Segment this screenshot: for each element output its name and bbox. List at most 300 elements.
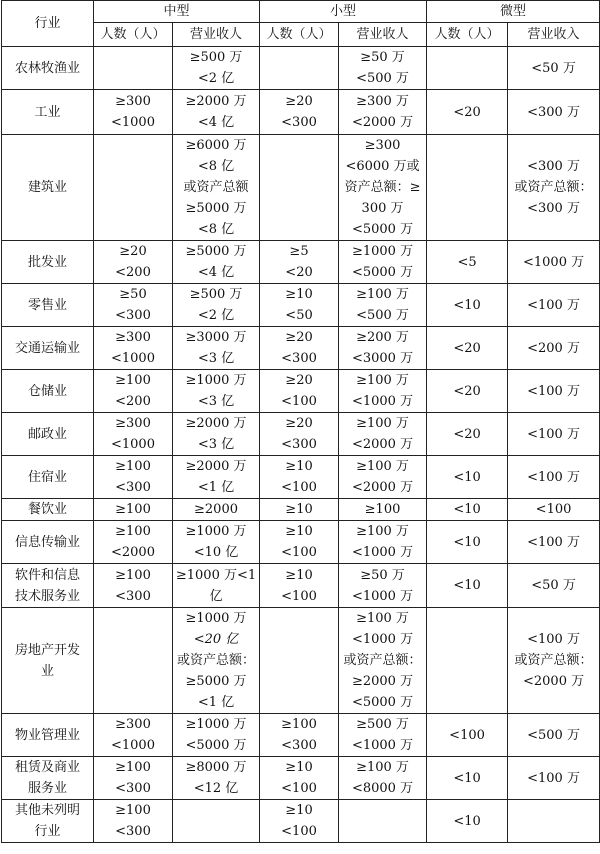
threshold-value: <500 万 bbox=[527, 727, 580, 743]
industry-label: 房地产开发 bbox=[14, 642, 80, 658]
threshold-value: <5000 万 bbox=[351, 695, 414, 710]
threshold-value: ≥20 bbox=[285, 330, 313, 345]
threshold-value: <300 bbox=[281, 437, 317, 452]
threshold-value: <300 bbox=[115, 588, 151, 604]
threshold-value: <500 万 bbox=[356, 308, 409, 323]
industry-label: 技术服务业 bbox=[14, 588, 80, 604]
table-row bbox=[2, 521, 600, 564]
industry-label: 服务业 bbox=[27, 781, 67, 796]
threshold-value: <5000 万 bbox=[185, 738, 247, 753]
threshold-cell bbox=[339, 135, 427, 241]
threshold-value: ≥6000 万 bbox=[185, 138, 247, 153]
threshold-cell bbox=[94, 370, 173, 413]
threshold-cell bbox=[427, 456, 508, 499]
threshold-value: <10 亿 bbox=[193, 545, 239, 560]
threshold-value: ≥20 bbox=[285, 94, 313, 109]
threshold-value: ≥1000 万 bbox=[351, 244, 414, 259]
threshold-cell bbox=[260, 499, 339, 521]
threshold-value: ≥10 bbox=[285, 459, 313, 474]
threshold-value: <8 亿 bbox=[197, 222, 235, 237]
threshold-value: ≥20 bbox=[285, 373, 313, 388]
threshold-value: ≥50 bbox=[119, 287, 147, 302]
industry-label: 工业 bbox=[34, 104, 61, 120]
threshold-cell bbox=[339, 608, 427, 714]
threshold-value: <1000 万 bbox=[351, 632, 414, 647]
table-row bbox=[2, 370, 600, 413]
threshold-value: <5 bbox=[457, 254, 477, 270]
threshold-cell bbox=[427, 413, 508, 456]
threshold-cell bbox=[260, 47, 339, 90]
industry-label: 软件和信息 bbox=[14, 567, 80, 583]
threshold-cell bbox=[94, 284, 173, 327]
table-row bbox=[2, 714, 600, 757]
threshold-value: <200 万 bbox=[527, 340, 580, 356]
threshold-cell bbox=[427, 499, 508, 521]
threshold-value: 资产总额：≥ bbox=[344, 180, 421, 195]
industry-cell bbox=[2, 135, 94, 241]
threshold-value: <2 亿 bbox=[197, 71, 235, 86]
threshold-cell bbox=[94, 714, 173, 757]
industry-label: 仓储业 bbox=[27, 383, 67, 399]
threshold-value: <300 bbox=[115, 480, 151, 495]
threshold-value: <10 bbox=[453, 534, 481, 550]
threshold-value: ≥2000 万 bbox=[351, 674, 414, 689]
threshold-cell bbox=[173, 135, 260, 241]
threshold-value: <2 亿 bbox=[197, 308, 235, 323]
threshold-cell bbox=[94, 521, 173, 564]
threshold-value: ≥1000 万<1 bbox=[175, 567, 257, 583]
header-small: 小型 bbox=[260, 1, 427, 23]
table-row bbox=[2, 608, 600, 714]
threshold-value: <2000 万 bbox=[351, 437, 414, 452]
table-row bbox=[2, 284, 600, 327]
threshold-value: <300 bbox=[281, 115, 317, 130]
header-medium: 中型 bbox=[94, 1, 260, 23]
threshold-value: <1 亿 bbox=[197, 480, 235, 495]
threshold-value: ≥100 bbox=[115, 803, 151, 818]
threshold-value: ≥300 万 bbox=[356, 94, 409, 109]
threshold-value: <1000 万 bbox=[351, 588, 414, 604]
threshold-cell bbox=[173, 757, 260, 800]
threshold-value: ≥300 bbox=[115, 94, 151, 109]
threshold-cell bbox=[508, 47, 600, 90]
industry-label: 租赁及商业 bbox=[14, 760, 80, 775]
threshold-value: <1000 万 bbox=[522, 254, 585, 270]
industry-label: 物业管理业 bbox=[14, 727, 80, 743]
threshold-value: <200 bbox=[115, 265, 151, 280]
threshold-value: <4 亿 bbox=[197, 115, 235, 130]
threshold-cell bbox=[260, 327, 339, 370]
threshold-cell bbox=[339, 241, 427, 284]
threshold-value: <50 万 bbox=[531, 60, 576, 76]
threshold-value: 或资产总额： bbox=[514, 653, 593, 668]
threshold-cell bbox=[173, 284, 260, 327]
threshold-cell bbox=[94, 47, 173, 90]
threshold-cell bbox=[173, 327, 260, 370]
industry-label: 餐饮业 bbox=[27, 502, 67, 517]
threshold-value: <100 万 bbox=[527, 426, 580, 442]
threshold-cell bbox=[173, 413, 260, 456]
threshold-cell bbox=[508, 456, 600, 499]
threshold-value: ≥300 bbox=[364, 138, 401, 153]
industry-label: 业 bbox=[40, 663, 54, 679]
threshold-value: ≥500 万 bbox=[189, 287, 243, 302]
threshold-value: ≥5000 万 bbox=[185, 674, 247, 689]
threshold-value: <10 bbox=[453, 297, 481, 313]
threshold-value: ≥1000 万 bbox=[185, 717, 247, 732]
table-row bbox=[2, 800, 600, 843]
threshold-value: <300 万 bbox=[527, 104, 580, 120]
threshold-value: <10 bbox=[453, 502, 481, 517]
threshold-cell bbox=[173, 241, 260, 284]
threshold-cell bbox=[94, 608, 173, 714]
threshold-cell bbox=[508, 564, 600, 608]
threshold-cell bbox=[260, 757, 339, 800]
threshold-value: ≥100 bbox=[281, 717, 317, 732]
threshold-value: <20 bbox=[453, 340, 481, 356]
threshold-value: ≥20 bbox=[119, 244, 147, 259]
threshold-value: ≥100 万 bbox=[356, 611, 409, 626]
threshold-cell bbox=[173, 521, 260, 564]
threshold-cell bbox=[173, 456, 260, 499]
threshold-cell bbox=[260, 370, 339, 413]
threshold-cell bbox=[260, 564, 339, 608]
threshold-value: 或资产总额： bbox=[343, 653, 422, 668]
threshold-value: <1000 万 bbox=[351, 545, 414, 560]
threshold-value: ≥300 bbox=[115, 416, 151, 431]
industry-cell bbox=[2, 757, 94, 800]
threshold-value: <4 亿 bbox=[197, 265, 235, 280]
threshold-cell bbox=[173, 90, 260, 135]
threshold-value: <12 亿 bbox=[193, 781, 239, 796]
threshold-cell bbox=[339, 456, 427, 499]
threshold-value: 或资产总额： bbox=[177, 653, 256, 668]
threshold-value: <20 bbox=[285, 265, 313, 280]
threshold-cell bbox=[260, 714, 339, 757]
table-row bbox=[2, 413, 600, 456]
threshold-cell bbox=[508, 241, 600, 284]
threshold-value: <8000 万 bbox=[351, 781, 414, 796]
threshold-value: <300 bbox=[115, 781, 151, 796]
threshold-value: ≥100 bbox=[115, 373, 151, 388]
industry-cell bbox=[2, 241, 94, 284]
industry-label: 零售业 bbox=[27, 297, 67, 313]
industry-cell bbox=[2, 608, 94, 714]
subheader-medium-revenue: 营业收人 bbox=[173, 23, 260, 47]
table-body bbox=[2, 47, 600, 843]
threshold-cell bbox=[508, 499, 600, 521]
threshold-value: ≥200 万 bbox=[356, 330, 409, 345]
threshold-value: <1000 bbox=[111, 738, 155, 753]
threshold-value: ≥100 万 bbox=[356, 373, 409, 388]
threshold-cell bbox=[173, 499, 260, 521]
threshold-value: <10 bbox=[453, 813, 481, 829]
threshold-value: <20 bbox=[453, 426, 481, 442]
threshold-value: <100 bbox=[535, 502, 572, 517]
industry-cell bbox=[2, 499, 94, 521]
threshold-cell bbox=[427, 564, 508, 608]
industry-label: 建筑业 bbox=[27, 180, 67, 195]
threshold-cell bbox=[508, 135, 600, 241]
threshold-cell bbox=[427, 90, 508, 135]
threshold-cell bbox=[94, 90, 173, 135]
threshold-cell bbox=[508, 413, 600, 456]
subheader-medium-employees: 人数（人） bbox=[94, 23, 173, 47]
threshold-cell bbox=[508, 757, 600, 800]
threshold-value: <5000 万 bbox=[351, 265, 414, 280]
threshold-cell bbox=[94, 456, 173, 499]
threshold-value: ≥2000 bbox=[194, 502, 238, 517]
threshold-value: ≥100 万 bbox=[356, 524, 409, 539]
threshold-value: <50 bbox=[285, 308, 313, 323]
threshold-value: <20 bbox=[453, 383, 481, 399]
threshold-cell bbox=[339, 800, 427, 843]
threshold-value: <2000 万 bbox=[522, 674, 585, 689]
threshold-value: <50 万 bbox=[531, 578, 576, 593]
threshold-value: <20 bbox=[453, 104, 481, 120]
threshold-value: <300 万 bbox=[527, 159, 580, 174]
industry-cell bbox=[2, 800, 94, 843]
threshold-value: 或资产总额： bbox=[514, 180, 593, 195]
threshold-value: <100 万 bbox=[527, 297, 580, 313]
threshold-cell bbox=[173, 714, 260, 757]
table-row bbox=[2, 757, 600, 800]
threshold-cell bbox=[173, 800, 260, 843]
threshold-cell bbox=[427, 47, 508, 90]
threshold-cell bbox=[260, 90, 339, 135]
threshold-value: ≥50 万 bbox=[360, 50, 405, 65]
threshold-value: <300 万 bbox=[527, 201, 580, 216]
threshold-value: <3000 万 bbox=[351, 351, 414, 366]
threshold-value: <10 bbox=[453, 770, 481, 786]
threshold-cell bbox=[173, 608, 260, 714]
threshold-value: <100 bbox=[449, 727, 485, 743]
threshold-value: <200 bbox=[115, 394, 151, 409]
threshold-value: ≥10 bbox=[285, 803, 313, 818]
subheader-small-revenue: 营业收人 bbox=[339, 23, 427, 47]
threshold-value: <100 万 bbox=[527, 632, 580, 647]
industry-cell bbox=[2, 90, 94, 135]
threshold-value: ≥5 bbox=[289, 244, 309, 259]
threshold-cell bbox=[508, 327, 600, 370]
threshold-value: ≥8000 万 bbox=[185, 760, 247, 775]
threshold-value: ≥1000 万 bbox=[185, 524, 247, 539]
threshold-value: ≥10 bbox=[285, 502, 313, 517]
threshold-cell bbox=[508, 284, 600, 327]
threshold-value: ≥500 万 bbox=[356, 717, 409, 732]
industry-cell bbox=[2, 521, 94, 564]
threshold-cell bbox=[427, 327, 508, 370]
threshold-value: ≥100 bbox=[364, 502, 401, 517]
threshold-cell bbox=[427, 135, 508, 241]
threshold-value: ≥1000 万 bbox=[185, 611, 247, 626]
threshold-value: ≥10 bbox=[285, 567, 313, 583]
threshold-value: ≥100 万 bbox=[356, 760, 409, 775]
threshold-value: <100 bbox=[281, 588, 317, 604]
threshold-value: ≥100 bbox=[115, 524, 151, 539]
threshold-cell bbox=[339, 757, 427, 800]
threshold-value: ≥2000 万 bbox=[185, 416, 247, 431]
threshold-value: 亿 bbox=[209, 588, 223, 604]
threshold-value: <300 bbox=[115, 824, 151, 839]
threshold-value: ≥100 bbox=[115, 567, 151, 583]
threshold-cell bbox=[94, 757, 173, 800]
table-row bbox=[2, 456, 600, 499]
threshold-value: ≥300 bbox=[115, 330, 151, 345]
industry-label: 其他未列明 bbox=[14, 803, 80, 818]
threshold-value: <5000 万 bbox=[351, 222, 414, 237]
industry-label: 行业 bbox=[34, 824, 61, 839]
threshold-cell bbox=[508, 90, 600, 135]
threshold-cell bbox=[94, 327, 173, 370]
threshold-value: ≥10 bbox=[285, 287, 313, 302]
industry-cell bbox=[2, 47, 94, 90]
threshold-value: ≥2000 万 bbox=[185, 94, 247, 109]
industry-label: 信息传输业 bbox=[14, 534, 80, 550]
threshold-cell bbox=[339, 90, 427, 135]
threshold-value: <1000 bbox=[111, 437, 155, 452]
threshold-cell bbox=[339, 370, 427, 413]
subheader-small-employees: 人数（人） bbox=[260, 23, 339, 47]
threshold-value: <100 bbox=[281, 545, 317, 560]
threshold-value: ≥5000 万 bbox=[185, 244, 247, 259]
threshold-cell bbox=[508, 714, 600, 757]
threshold-value: ≥500 万 bbox=[189, 50, 243, 65]
threshold-cell bbox=[427, 714, 508, 757]
industry-label: 农林牧渔业 bbox=[14, 60, 80, 76]
threshold-cell bbox=[94, 499, 173, 521]
threshold-cell bbox=[173, 564, 260, 608]
threshold-value: <10 bbox=[453, 578, 481, 593]
threshold-value: <100 bbox=[281, 480, 317, 495]
threshold-value: <1 亿 bbox=[197, 695, 235, 710]
threshold-value: ≥10 bbox=[285, 524, 313, 539]
threshold-cell bbox=[427, 608, 508, 714]
threshold-value: 或资产总额 bbox=[183, 180, 249, 195]
threshold-value: <6000 万或 bbox=[345, 159, 420, 174]
threshold-cell bbox=[94, 241, 173, 284]
industry-cell bbox=[2, 413, 94, 456]
threshold-value: ≥100 万 bbox=[356, 416, 409, 431]
industry-cell bbox=[2, 564, 94, 608]
threshold-cell bbox=[339, 284, 427, 327]
threshold-value: ≥100 bbox=[115, 459, 151, 474]
threshold-value: <2000 万 bbox=[351, 480, 414, 495]
threshold-cell bbox=[173, 47, 260, 90]
header-micro: 微型 bbox=[427, 1, 600, 23]
threshold-value: <100 bbox=[281, 394, 317, 409]
threshold-cell bbox=[339, 564, 427, 608]
threshold-value: ≥20 bbox=[285, 416, 313, 431]
industry-cell bbox=[2, 370, 94, 413]
threshold-cell bbox=[508, 608, 600, 714]
threshold-cell bbox=[260, 521, 339, 564]
threshold-cell bbox=[94, 413, 173, 456]
threshold-value: ≥100 万 bbox=[356, 287, 409, 302]
threshold-cell bbox=[508, 521, 600, 564]
threshold-value: ≥1000 万 bbox=[185, 373, 247, 388]
threshold-value: ≥2000 万 bbox=[185, 459, 247, 474]
threshold-cell bbox=[427, 241, 508, 284]
threshold-value: ≥3000 万 bbox=[185, 330, 247, 345]
table-row bbox=[2, 241, 600, 284]
table-row bbox=[2, 564, 600, 608]
header-industry: 行业 bbox=[2, 1, 94, 47]
threshold-cell bbox=[427, 521, 508, 564]
threshold-value: <3 亿 bbox=[197, 351, 235, 366]
threshold-cell bbox=[508, 370, 600, 413]
threshold-cell bbox=[339, 413, 427, 456]
threshold-cell bbox=[94, 135, 173, 241]
threshold-cell bbox=[339, 714, 427, 757]
table-row bbox=[2, 327, 600, 370]
table-row bbox=[2, 499, 600, 521]
threshold-cell bbox=[339, 521, 427, 564]
threshold-value: ≥5000 万 bbox=[185, 201, 247, 216]
threshold-cell bbox=[260, 413, 339, 456]
threshold-value: <1000 万 bbox=[351, 394, 414, 409]
threshold-value: <100 万 bbox=[527, 770, 580, 786]
threshold-cell bbox=[260, 135, 339, 241]
threshold-value: 300 万 bbox=[361, 201, 404, 216]
threshold-value: <100 万 bbox=[527, 383, 580, 399]
threshold-cell bbox=[427, 800, 508, 843]
threshold-value: <100 万 bbox=[527, 469, 580, 485]
threshold-value: <3 亿 bbox=[197, 437, 235, 452]
industry-cell bbox=[2, 284, 94, 327]
subheader-micro-revenue: 营业收入 bbox=[508, 23, 600, 47]
threshold-cell bbox=[260, 608, 339, 714]
threshold-value: <20 亿 bbox=[193, 632, 239, 647]
industry-label: 批发业 bbox=[27, 254, 67, 270]
threshold-value: <1000 bbox=[111, 115, 155, 130]
industry-label: 交通运输业 bbox=[14, 340, 80, 356]
threshold-cell bbox=[339, 327, 427, 370]
enterprise-size-table bbox=[1, 0, 600, 843]
threshold-cell bbox=[260, 456, 339, 499]
threshold-value: <1000 bbox=[111, 351, 155, 366]
subheader-micro-employees: 人数（人） bbox=[427, 23, 508, 47]
threshold-value: <3 亿 bbox=[197, 394, 235, 409]
threshold-value: <10 bbox=[453, 469, 481, 485]
threshold-value: ≥100 bbox=[115, 502, 151, 517]
threshold-value: <100 bbox=[281, 824, 317, 839]
threshold-value: ≥100 万 bbox=[356, 459, 409, 474]
threshold-value: ≥300 bbox=[115, 717, 151, 732]
threshold-cell bbox=[339, 47, 427, 90]
industry-cell bbox=[2, 714, 94, 757]
industry-cell bbox=[2, 456, 94, 499]
threshold-value: <300 bbox=[115, 308, 151, 323]
threshold-cell bbox=[94, 800, 173, 843]
industry-label: 住宿业 bbox=[27, 469, 67, 485]
threshold-value: <100 万 bbox=[527, 534, 580, 550]
threshold-value: <1000 万 bbox=[351, 738, 414, 753]
threshold-value: <300 bbox=[281, 738, 317, 753]
threshold-value: ≥10 bbox=[285, 760, 313, 775]
threshold-cell bbox=[427, 757, 508, 800]
threshold-value: <2000 bbox=[111, 545, 155, 560]
table-row bbox=[2, 47, 600, 90]
threshold-cell bbox=[260, 284, 339, 327]
table-row bbox=[2, 135, 600, 241]
threshold-value: <100 bbox=[281, 781, 317, 796]
threshold-value: <2000 万 bbox=[351, 115, 414, 130]
threshold-value: ≥50 万 bbox=[360, 567, 405, 583]
industry-cell bbox=[2, 327, 94, 370]
threshold-cell bbox=[427, 284, 508, 327]
threshold-cell bbox=[508, 800, 600, 843]
